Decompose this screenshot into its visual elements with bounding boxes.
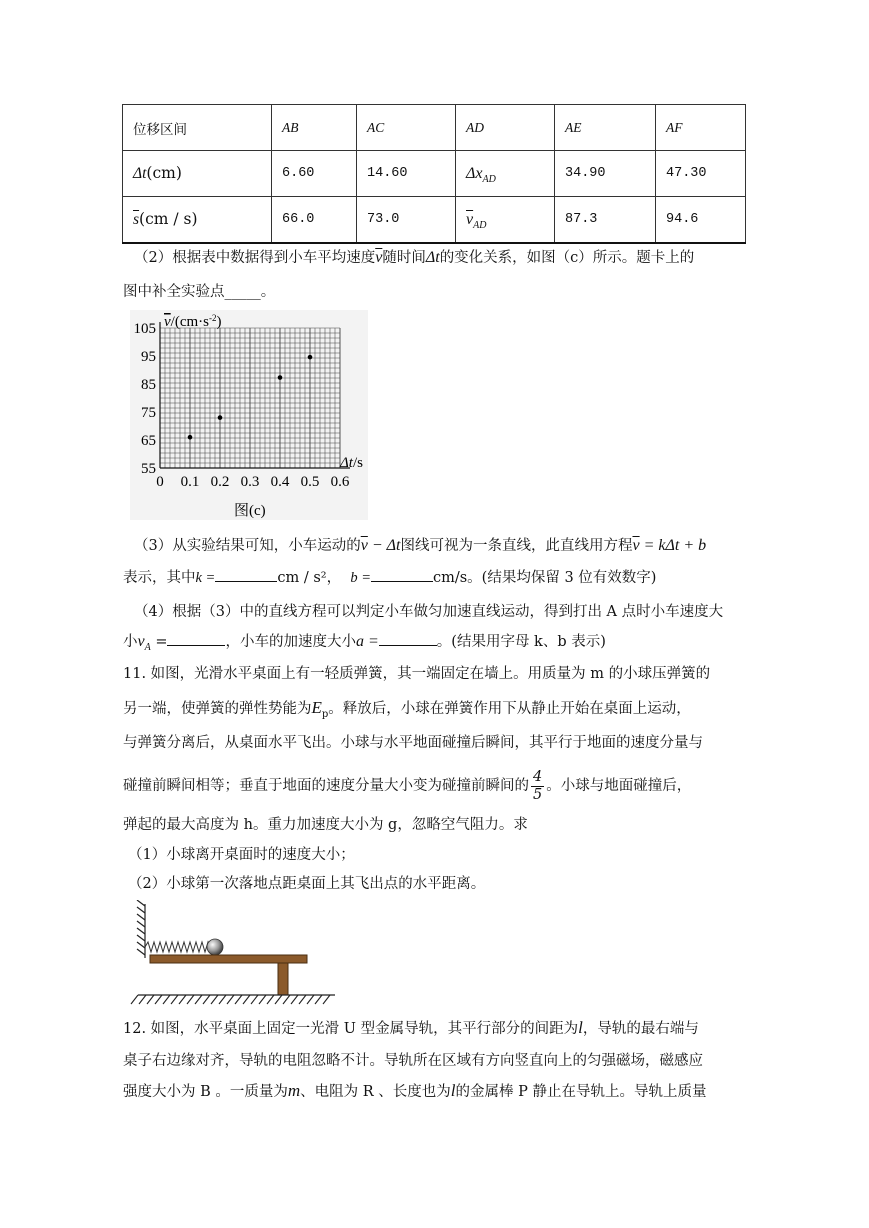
hatch-line [139,995,146,1004]
data-point [218,415,223,420]
y-tick-label: 65 [141,433,156,449]
hatch-line [131,995,138,1004]
q11-subq-1: （1）小球离开桌面时的速度大小； [128,847,355,863]
q11-text: 碰撞前瞬间相等；垂直于地面的速度分量大小变为碰撞前瞬间的 [123,778,529,794]
wall-hatch [137,900,145,958]
y-tick-label: 75 [141,405,156,421]
table-cell: 94.6 [656,197,746,243]
chart-grid [160,328,340,468]
x-tick-label: 0.4 [270,474,290,490]
table-header: 位移区间 [123,105,272,151]
data-point [308,355,313,360]
table-header: AB [272,105,357,151]
ep-subscript: p [321,708,329,720]
q11-text: 。释放后，小球在弹簧作用下从静止开始在桌面上运动， [328,701,691,717]
table-header-row [123,105,746,151]
q12-line-1 [123,1018,699,1039]
hatch-line [171,995,178,1004]
q11-line-3: 与弹簧分离后，从桌面水平飞出。小球与水平地面碰撞后瞬间，其平行于地面的速度分量与 [123,735,703,751]
data-point [188,435,193,440]
x-axis-label: Δt/s [340,455,363,471]
q12-text: 的金属棒 P 静止在导轨上。导轨上质量 [455,1084,707,1100]
x-tick-labels [156,474,350,490]
q11-line-2 [123,698,691,725]
table-cell: 87.3 [555,197,656,243]
k-symbol: k = [195,570,216,586]
q3-line-2 [123,568,656,588]
hatch-line [227,995,234,1004]
row-label [123,151,272,197]
q3-text: cm/s。(结果均保留 3 位有效数字) [432,570,657,586]
row-label-symbol: Δt [133,165,147,183]
missing-symbol: $\overline{v}$ [466,210,474,228]
a-symbol: a = [355,633,379,650]
ep-symbol: E [311,698,322,717]
q2-text: 随时间 [382,250,426,266]
fraction-four-fifths: $\frac{4}{5}$ [533,768,543,803]
q11-line-5: 弹起的最大高度为 h。重力加速度大小为 g，忽略空气阻力。求 [123,817,528,833]
table-row [123,151,746,197]
l-symbol: l [450,1081,456,1100]
v-bar-symbol: $\overline{v}$ [375,249,383,266]
row-label-unit: (cm) [146,164,182,183]
q12-text: 强度大小为 B 。一质量为 [123,1084,288,1100]
b-symbol: b = [350,570,371,586]
table-cell: 66.0 [272,197,357,243]
hatch-line [299,995,306,1004]
x-tick-label: 0.2 [210,474,230,490]
table-cell-missing [456,151,555,197]
x-tick-label: 0 [156,474,164,490]
hatch-line [179,995,186,1004]
table-top [150,955,307,963]
q11-subq-2: （2）小球第一次落地点距桌面上其飞出点的水平距离。 [128,876,486,892]
row-label-symbol: $\overline{s}$ [133,211,140,229]
table-header: AF [656,105,746,151]
ground-hatch [131,995,335,1004]
table-cell: 73.0 [357,197,456,243]
hatch-line [307,995,314,1004]
x-tick-label: 0.5 [300,474,320,490]
table-header: AE [555,105,656,151]
q2-text: （2）根据表中数据得到小车平均速度 [134,250,376,266]
missing-subscript: AD [473,219,487,231]
y-tick-labels [134,321,157,477]
q4-line-1: （4）根据（3）中的直线方程可以判定小车做匀加速直线运动，得到打出 A 点时小车速度大 [134,604,724,620]
hatch-line [187,995,194,1004]
table-header: AD [456,105,555,151]
q11-line-1: 11. 如图，光滑水平桌面上有一轻质弹簧，其一端固定在墙上。用质量为 m 的小球压弹簧的 [123,666,711,682]
hatch-line [155,995,162,1004]
hatch-line [235,995,242,1004]
chart-caption: 图(c) [234,503,266,519]
k-answer-blank[interactable] [215,581,277,582]
va-symbol: v [137,633,145,650]
hatch-line [203,995,210,1004]
table-cell: 14.60 [357,151,456,197]
missing-subscript: AD [482,173,496,185]
l-symbol: l [578,1018,583,1037]
q4-line-2 [123,632,606,658]
q3-line-1 [134,536,706,556]
velocity-time-chart [130,310,370,525]
b-answer-blank[interactable] [371,581,433,582]
q11-text: 另一端，使弹簧的弹性势能为 [123,701,312,717]
hatch-line [315,995,322,1004]
table-leg [278,963,288,995]
q4-text: 。(结果用字母 k、b 表示) [436,634,606,650]
table-header: AC [357,105,456,151]
hatch-line [219,995,226,1004]
hatch-line [275,995,282,1004]
q3-unit: cm / s²， [277,570,342,586]
y-axis-label: $v/(cm\cdot s^{-2})$ [164,313,222,330]
spring-table-diagram [130,900,340,1012]
hatch-line [283,995,290,1004]
ball [207,939,223,955]
q12-text: 12. 如图，水平桌面上固定一光滑 U 型金属导轨，其平行部分的间距为 [123,1021,579,1037]
equals-sign: = [155,634,168,650]
y-tick-label: 85 [141,377,156,393]
q4-text: ，小车的加速度大小 [225,634,356,650]
table-row [123,197,746,243]
q3-text: 图线可视为一条直线，此直线用方程 [400,538,633,554]
q4-text: 小 [123,634,138,650]
hatch-line [267,995,274,1004]
hatch-line [243,995,250,1004]
y-tick-label: 95 [141,349,156,365]
table-cell: 6.60 [272,151,357,197]
m-symbol: m [287,1081,301,1100]
x-tick-label: 0.3 [240,474,260,490]
table-cell: 34.90 [555,151,656,197]
q11-line-4 [123,766,691,806]
va-subscript: A [144,641,151,653]
table-cell-missing [456,197,555,243]
hatch-line [323,995,330,1004]
q12-line-2: 桌子右边缘对齐，导轨的电阻忽略不计。导轨所在区域有方向竖直向上的匀强磁场，磁感应 [123,1053,703,1069]
table-cell: 47.30 [656,151,746,197]
hatch-line [259,995,266,1004]
x-tick-label: 0.1 [180,474,200,490]
hatch-line [195,995,202,1004]
hatch-line [147,995,154,1004]
q11-text: 。小球与地面碰撞后， [546,778,692,794]
hatch-line [291,995,298,1004]
q12-line-3 [123,1081,707,1102]
q12-text: 、电阻为 R 、长度也为 [300,1084,451,1100]
dt-symbol: Δt [425,249,440,266]
measurement-table [122,104,746,244]
y-tick-label: 55 [141,461,156,477]
hatch-line [163,995,170,1004]
q3-text: （3）从实验结果可知，小车运动的 [134,538,361,554]
x-tick-label: 0.6 [330,474,350,490]
line-equation: $\overline{v} = k\Delta t + b$ [632,537,707,554]
va-answer-blank[interactable] [167,645,225,646]
y-tick-label: 105 [133,321,156,337]
hatch-line [251,995,258,1004]
q2-text: 的变化关系，如图（c）所示。题卡上的 [439,250,695,266]
hatch-line [211,995,218,1004]
data-point [278,375,283,380]
q2-line-2: 图中补全实验点_____。 [123,284,276,300]
missing-symbol: Δx [466,164,483,182]
q2-line-1 [134,248,694,268]
row-label [123,197,272,243]
v-dt-expression: $\overline{v} - \Delta t$ [360,537,401,554]
a-answer-blank[interactable] [379,645,437,646]
q3-text: 表示，其中 [123,570,196,586]
row-label-unit: (cm / s) [139,210,198,229]
q12-text: ，导轨的最右端与 [582,1021,699,1037]
